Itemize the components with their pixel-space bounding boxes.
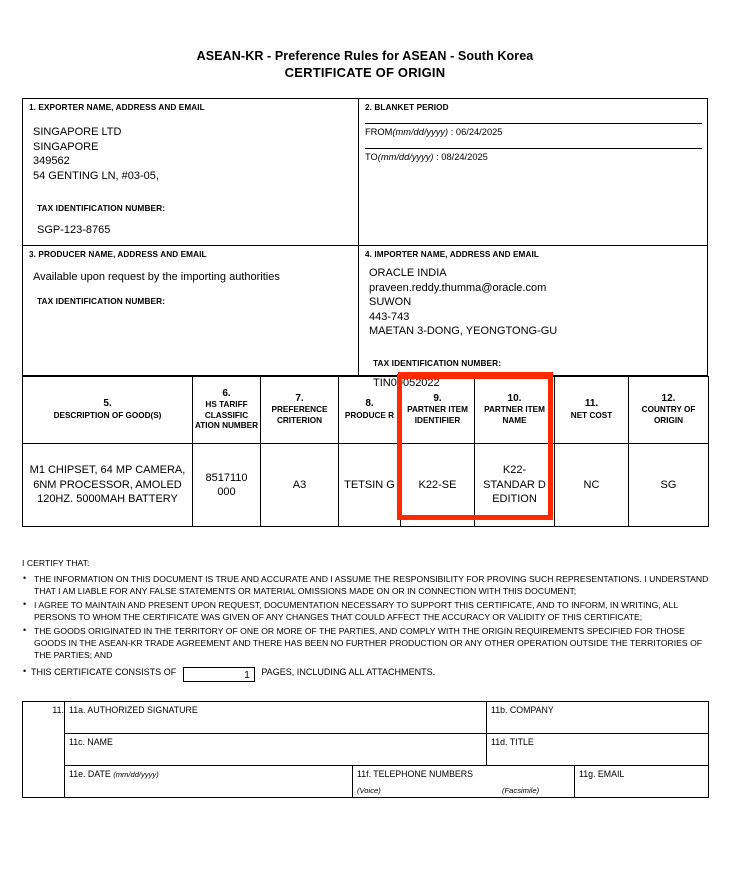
importer-tin-label: TAX IDENTIFICATION NUMBER:: [373, 358, 502, 368]
exporter-box: [22, 98, 359, 246]
col-header-preference-criterion: [261, 377, 339, 444]
col-label-6: HS TARIFF CLASSIFIC ATION NUMBER: [194, 400, 259, 430]
name-field[interactable]: [65, 734, 487, 766]
authorized-signature-label: 11a. AUTHORIZED SIGNATURE: [69, 705, 198, 715]
from-sep: :: [448, 127, 456, 137]
producer-value: Available upon request by the importing authorities: [33, 271, 280, 283]
authorized-signature-field[interactable]: [65, 702, 487, 734]
date-format: (mm/dd/yyyy): [113, 770, 159, 779]
col-header-country-of-origin: [629, 377, 709, 444]
importer-address: [369, 266, 557, 339]
date-field[interactable]: [65, 766, 353, 798]
col-num-8: 8.: [365, 398, 374, 409]
importer-label: 4. IMPORTER NAME, ADDRESS AND EMAIL: [365, 250, 539, 259]
col-num-11: 11.: [584, 398, 599, 409]
exporter-tin-value: SGP-123-8765: [37, 224, 111, 236]
tin-red-underline: [398, 372, 553, 375]
col-num-12: 12.: [661, 392, 676, 404]
certify-item-3: [22, 626, 712, 661]
col-num-5: 5.: [103, 398, 112, 409]
cell-partner-item-identifier: K22-SE: [401, 444, 475, 527]
bullet-icon: •: [23, 666, 27, 677]
col-label-7: PREFERENCE CRITERION: [271, 405, 328, 425]
from-label: FROM: [365, 127, 393, 137]
col-num-9: 9.: [433, 392, 442, 404]
cell-hs-tariff: 8517110 000: [193, 444, 261, 527]
signature-row-a-b: [23, 702, 709, 734]
producer-label: 3. PRODUCER NAME, ADDRESS AND EMAIL: [29, 250, 207, 259]
blanket-period-box: [359, 98, 708, 246]
certify-item-2-text: I AGREE TO MAINTAIN AND PRESENT UPON REQUEST, DOCUMENTATION NECESSARY TO SUPPORT THIS CERTIFICATE, AND TO INFORM, IN WRITING, ALL PERSONS TO WHOM THE CERTIFICATE WAS GIVEN OF ANY CHANGES THAT COULD AFFECT THE ACCURACY OR VALIDITY OF THIS CERTIFICATE;: [34, 600, 678, 622]
importer-box: [359, 246, 708, 389]
cell-net-cost: NC: [555, 444, 629, 527]
pages-count-field[interactable]: 1: [183, 667, 255, 682]
col-label-11: NET COST: [570, 410, 613, 420]
cell-producer: TETSIN G: [339, 444, 401, 527]
company-label: 11b. COMPANY: [491, 705, 554, 715]
signature-row-e-f-g: [23, 766, 709, 798]
col-header-hs-tariff: [193, 377, 261, 444]
col-label-12: COUNTRY OF ORIGIN: [641, 405, 696, 425]
bullet-icon: •: [23, 625, 27, 636]
certify-item-2: [22, 600, 712, 623]
cell-description: M1 CHIPSET, 64 MP CAMERA, 6NM PROCESSOR, AMOLED 120HZ. 5000MAH BATTERY: [23, 444, 193, 527]
goods-table-header-row: [23, 377, 709, 444]
page-title: [22, 48, 708, 81]
title-line-2: CERTIFICATE OF ORIGIN: [284, 65, 446, 80]
date-label: 11e. DATE: [69, 769, 111, 779]
certify-item-1-text: THE INFORMATION ON THIS DOCUMENT IS TRUE AND ACCURATE AND I ASSUME THE RESPONSIBILITY FOR PROVING SUCH REPRESENTATIONS. I UNDERSTAND THAT I AM LIABLE FOR ANY FALSE STATEMENTS OR MATERIAL OMISSIONS MADE ON OR IN CONNECTION WITH THIS DOCUMENT;: [34, 574, 709, 596]
email-field[interactable]: [575, 766, 709, 798]
col-header-producer: [339, 377, 401, 444]
pages-suffix: PAGES, INCLUDING ALL ATTACHMENTS.: [261, 667, 436, 678]
signature-row-c-d: [23, 734, 709, 766]
col-header-description: [23, 377, 193, 444]
importer-line-3: SUWON: [369, 296, 412, 308]
to-value: 08/24/2025: [441, 152, 488, 162]
company-field[interactable]: [487, 702, 709, 734]
certify-heading: I CERTIFY THAT:: [22, 558, 90, 568]
exporter-label: 1. EXPORTER NAME, ADDRESS AND EMAIL: [29, 103, 205, 112]
importer-line-5: MAETAN 3-DONG, YEONGTONG-GU: [369, 325, 558, 337]
blanket-period-label: 2. BLANKET PERIOD: [365, 103, 449, 112]
col-label-9: PARTNER ITEM IDENTIFIER: [407, 405, 468, 425]
from-format: (mm/dd/yyyy): [392, 127, 449, 137]
col-num-10: 10.: [507, 392, 522, 404]
telephone-label: 11f. TELEPHONE NUMBERS: [357, 769, 474, 779]
certify-item-1: [22, 574, 712, 597]
exporter-tin-label: TAX IDENTIFICATION NUMBER:: [37, 203, 166, 213]
certification-block: [22, 558, 712, 685]
email-label: 11g. EMAIL: [579, 769, 625, 779]
blanket-period-to-row: [365, 148, 702, 162]
exporter-line-2: SINGAPORE: [33, 140, 99, 153]
pages-prefix: THIS CERTIFICATE CONSISTS OF: [31, 667, 177, 678]
cell-preference-criterion: A3: [261, 444, 339, 527]
importer-tin-value: TIN09052022: [373, 377, 440, 389]
blanket-period-from-row: [365, 123, 702, 137]
signature-block: [22, 701, 708, 793]
to-sep: :: [433, 152, 442, 162]
exporter-line-4: 54 GENTING LN, #03-05,: [33, 169, 159, 182]
section-number-11: 11.: [23, 702, 65, 798]
telephone-fax-label: (Facsimile): [502, 786, 540, 795]
col-header-partner-item-name: [475, 377, 555, 444]
certify-item-3-text: THE GOODS ORIGINATED IN THE TERRITORY OF ONE OR MORE OF THE PARTIES, AND COMPLY WITH THE ORIGIN REQUIREMENTS SPECIFIED FOR THOSE GOODS IN THE ASEAN-KR TRADE AGREEMENT AND THERE HAS BEEN NO FURTHER PRODUCTION OR ANY OTHER OPERATION OUTSIDE THE TERRITORIES OF THE PARTIES; AND: [34, 626, 703, 660]
col-header-partner-item-identifier: [401, 377, 475, 444]
telephone-sublabels: [357, 786, 574, 796]
importer-line-4: 443-743: [369, 310, 410, 323]
goods-table: [22, 376, 708, 518]
importer-line-2: praveen.reddy.thumma@oracle.com: [369, 281, 547, 294]
certify-pages-row: [22, 664, 712, 682]
to-label: TO: [365, 152, 378, 162]
bullet-icon: •: [23, 573, 27, 583]
title-label: 11d. TITLE: [491, 737, 534, 747]
title-line-1: ASEAN-KR - Preference Rules for ASEAN - South Korea: [196, 49, 534, 63]
table-row: [23, 444, 709, 527]
exporter-line-1: SINGAPORE LTD: [33, 126, 122, 138]
col-label-10: PARTNER ITEM NAME: [484, 405, 545, 425]
producer-tin-label: TAX IDENTIFICATION NUMBER:: [37, 296, 166, 306]
cell-country-of-origin: SG: [629, 444, 709, 527]
telephone-voice-label: (Voice): [357, 786, 381, 795]
to-format: (mm/dd/yyyy): [377, 152, 434, 162]
cell-partner-item-name: K22- STANDAR D EDITION: [475, 444, 555, 527]
exporter-address: [33, 125, 159, 183]
telephone-field[interactable]: [353, 766, 575, 798]
producer-box: [22, 246, 359, 376]
from-value: 06/24/2025: [455, 127, 503, 137]
col-num-6: 6.: [222, 387, 231, 399]
exporter-line-3: 349562: [33, 155, 70, 167]
bullet-icon: •: [23, 599, 27, 610]
name-label: 11c. NAME: [69, 737, 113, 747]
importer-line-1: ORACLE INDIA: [369, 267, 447, 279]
col-label-8: PRODUCE R: [344, 410, 395, 420]
col-num-7: 7.: [295, 392, 304, 404]
col-label-5: DESCRIPTION OF GOOD(S): [53, 410, 162, 420]
col-header-net-cost: [555, 377, 629, 444]
title-field[interactable]: [487, 734, 709, 766]
